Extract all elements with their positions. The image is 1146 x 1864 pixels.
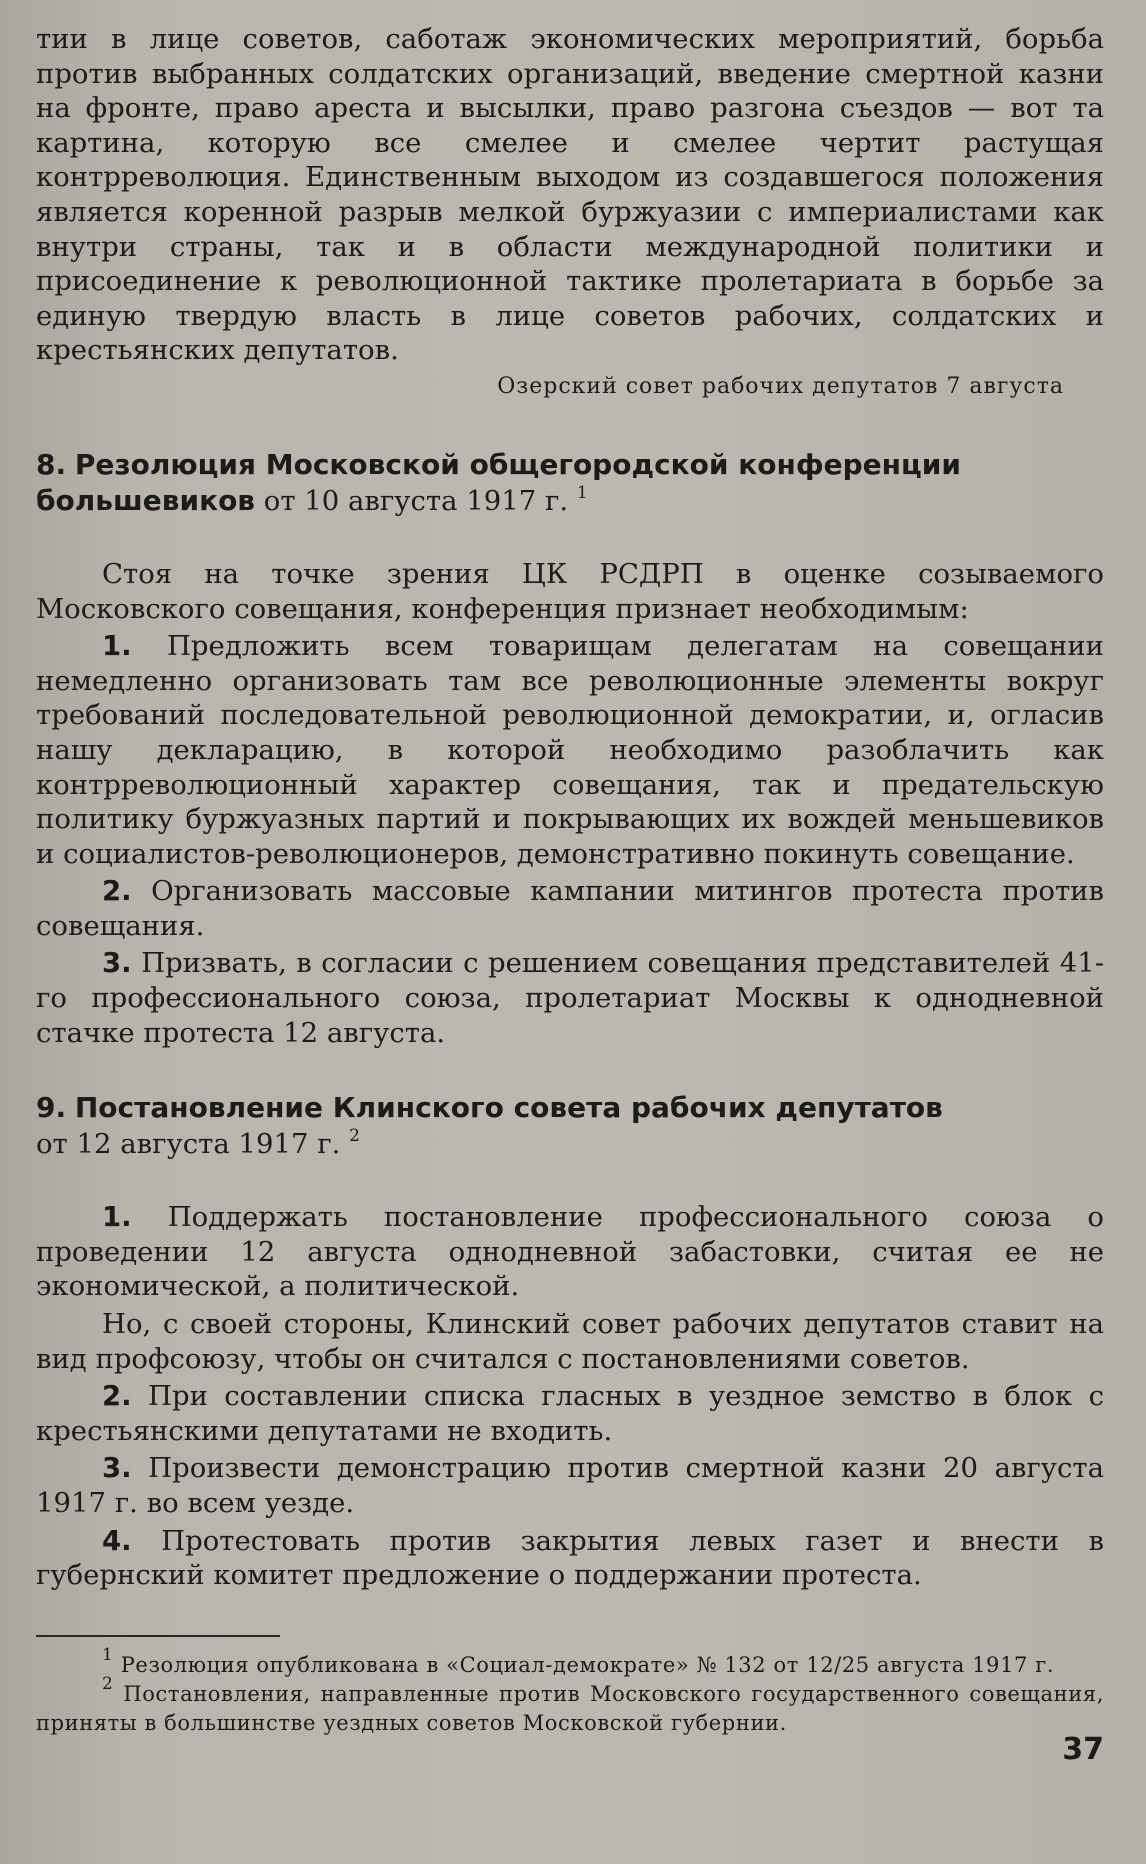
item-text: Организовать массовые кампании митингов протеста против совещания. — [36, 875, 1104, 942]
section-9-title-date: от 12 августа 1917 г. — [36, 1128, 341, 1161]
footnote-divider — [36, 1635, 280, 1637]
page-number: 37 — [1062, 1732, 1104, 1767]
section-8-item-2 — [36, 874, 1104, 943]
footnote-text: Резолюция опубликована в «Социал-демократе» № 132 от 12/25 августа 1917 г. — [120, 1652, 1055, 1677]
item-number: 1. — [102, 1201, 132, 1234]
item-text: При составлении списка гласных в уездное земство в блок с крестьянскими депутатами не входить. — [36, 1380, 1104, 1447]
section-8-item-3 — [36, 946, 1104, 1050]
item-number: 3. — [102, 1452, 132, 1485]
footnote-mark: 1 — [102, 1644, 114, 1665]
footnote-1 — [36, 1644, 1104, 1680]
footnotes — [36, 1644, 1104, 1738]
section-9-item-2 — [36, 1379, 1104, 1448]
item-text: Призвать, в согласии с решением совещания представителей 41-го профессионального союза, пролетариат Москвы к однодневной стачке протеста 12 августа. — [36, 947, 1104, 1049]
section-9-item-4 — [36, 1524, 1104, 1593]
item-text: Протестовать против закрытия левых газет и внести в губернский комитет предложение о поддержании протеста. — [36, 1524, 1104, 1592]
section-9-item-3 — [36, 1451, 1104, 1520]
footnote-2 — [36, 1673, 1104, 1738]
item-number: 3. — [102, 947, 132, 980]
section-8-number: 8. — [36, 447, 67, 481]
section-8-title-bold-2: большевиков — [36, 483, 256, 517]
item-text: Предложить всем товарищам делегатам на совещании немедленно организовать там все революционные элементы вокруг требований последовательной революционной демократии, и, огласив нашу декларацию, в которой необходимо разоблачить как контрреволюционный характер совещания, так и предательскую политику буржуазных партий и покрывающих их вождей меньшевиков и социалистов-революционеров, демонстративно покинуть совещание. — [36, 630, 1104, 870]
item-number: 2. — [102, 875, 132, 908]
section-8-heading — [36, 447, 1104, 519]
section-8-footnote-mark: 1 — [576, 482, 588, 503]
section-8-item-1 — [36, 629, 1104, 871]
section-8-intro: Стоя на точке зрения ЦК РСДРП в оценке созываемого Московского совещания, конференция признает необходимым: — [36, 557, 1104, 625]
section-9-footnote-mark: 2 — [349, 1126, 360, 1147]
signature: Озерский совет рабочих депутатов 7 августа — [497, 373, 1064, 399]
section-9-number: 9. — [36, 1091, 67, 1125]
item-number: 2. — [102, 1380, 132, 1413]
section-9-heading — [36, 1090, 1104, 1162]
section-9-item-1 — [36, 1200, 1104, 1304]
section-9-note: Но, с своей стороны, Клинский совет рабочих депутатов ставит на вид профсоюзу, чтобы он считался с постановлениями советов. — [36, 1308, 1104, 1375]
item-number: 1. — [102, 630, 132, 663]
continuation-paragraph: тии в лице советов, саботаж экономических мероприятий, борьба против выбранных солдатских организаций, введение смертной казни на фронте, право ареста и высылки, право разгона съездов — вот та картина, которую все смелее и смелее чертит растущая контрреволюция. Единственным выходом из создавшегося положения является коренной разрыв мелкой буржуазии с империалистами как внутри страны, так и в области международной политики и присоединение к революционной тактике пролетариата в борьбе за единую твердую власть в лице советов рабочих, солдатских и крестьянских депутатов. — [36, 23, 1104, 367]
section-8-title-bold-1: Резолюция Московской общегородской конференции — [74, 447, 962, 481]
item-number: 4. — [102, 1524, 132, 1557]
footnote-mark: 2 — [102, 1673, 114, 1694]
footnote-text: Постановления, направленные против Московского государственного совещания, приняты в большинстве уездных советов Московской губернии. — [36, 1681, 1104, 1735]
section-9-title-bold: Постановление Клинского совета рабочих депутатов — [74, 1091, 943, 1125]
item-text: Произвести демонстрацию против смертной казни 20 августа 1917 г. во всем уезде. — [36, 1452, 1104, 1519]
section-8-title-date: от 10 августа 1917 г. — [263, 484, 569, 517]
item-text: Поддержать постановление профессионального союза о проведении 12 августа однодневной забастовки, считая ее не экономической, а политической. — [36, 1201, 1104, 1303]
